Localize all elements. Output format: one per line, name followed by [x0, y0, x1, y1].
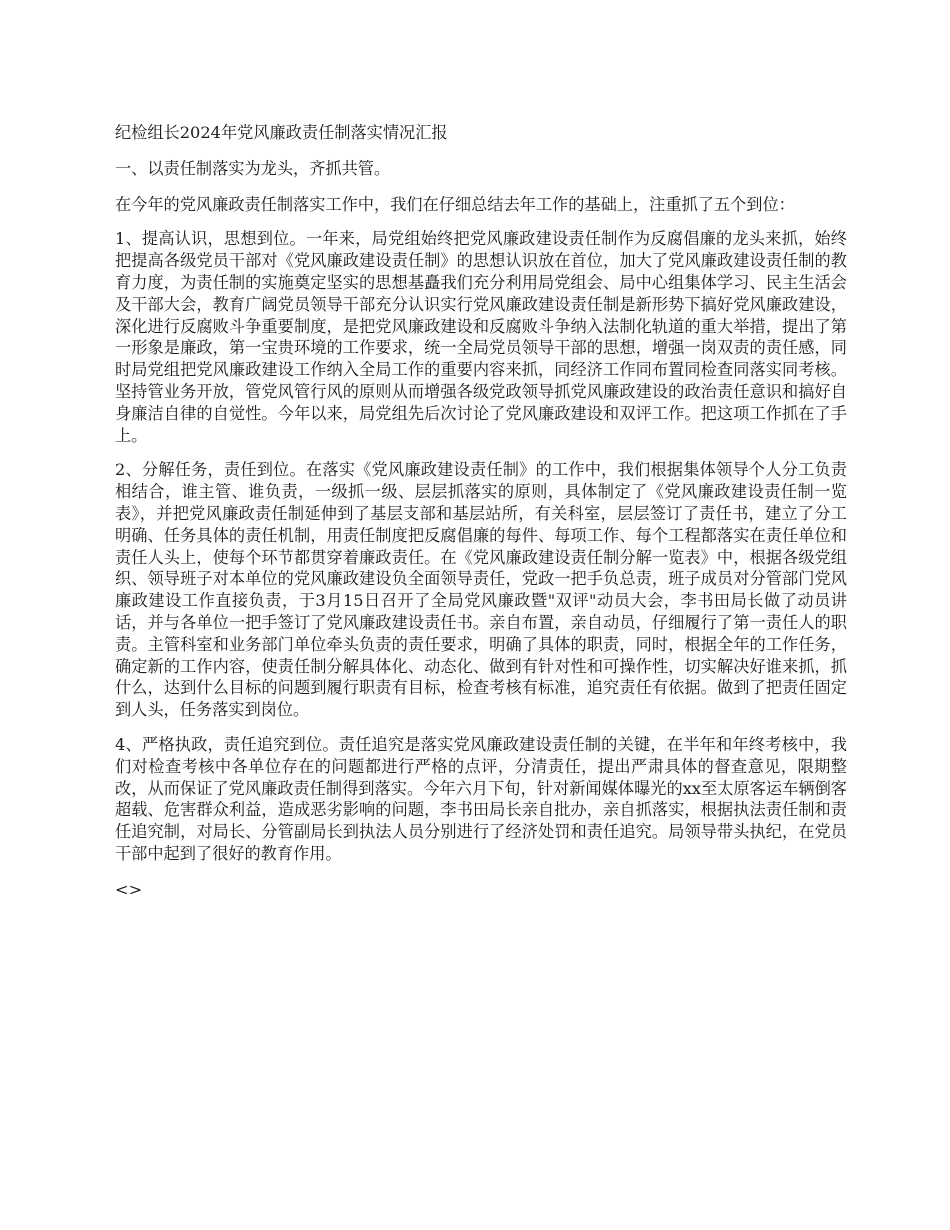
- body-paragraph-1: 1、提高认识，思想到位。一年来，局党组始终把党风廉政建设责任制作为反腐倡廉的龙头来抓，始终把提高各级党员干部对《党风廉政建设责任制》的思想认识放在首位，加大了党风廉政建设责任制的教育力度，为责任制的实施奠定坚实的思想基矗我们充分利用局党组会、局中心组集体学习、民主生活会及干部大会，教育广阔党员领导干部充分认识实行党风廉政建设责任制是新形势下搞好党风廉政建设，深化进行反腐败斗争重要制度，是把党风廉政建设和反腐败斗争纳入法制化轨道的重大举措，提出了第一形象是廉政，第一宝贵环境的工作要求，统一全局党员领导干部的思想，增强一岗双责的责任感，同时局党组把党风廉政建设工作纳入全局工作的重要内容来抓，同经济工作同布置同检查同落实同考核。坚持管业务开放，管党风管行风的原则从而增强各级党政领导抓党风廉政建设的政治责任意识和搞好自身廉洁自律的自觉性。今年以来，局党组先后次讨论了党风廉政建设和双评工作。把这项工作抓在了手上。: [115, 229, 847, 445]
- body-paragraph-4: 4、严格执政，责任追究到位。责任追究是落实党风廉政建设责任制的关键，在半年和年终考核中，我们对检查考核中各单位存在的问题都进行严格的点评，分清责任，提出严肃具体的督查意见，限期整改，从而保证了党风廉政责任制得到落实。今年六月下旬，针对新闻媒体曝光的xx至太原客运车辆倒客超载、危害群众利益，造成恶劣影响的问题，李书田局长亲自批办，亲自抓落实，根据执法责任制和责任追究制，对局长、分管副局长到执法人员分别进行了经济处罚和责任追究。局领导带头执纪，在党员干部中起到了很好的教育作用。: [115, 734, 847, 863]
- body-paragraph-2: 2、分解任务，责任到位。在落实《党风廉政建设责任制》的工作中，我们根据集体领导个人分工负责相结合，谁主管、谁负责，一级抓一级、层层抓落实的原则，具体制定了《党风廉政建设责任制一览表》，并把党风廉政责任制延伸到了基层支部和基层站所，有关科室，层层签订了责任书，建立了分工明确、任务具体的责任机制，用责任制度把反腐倡廉的每件、每项工作、每个工程都落实在责任单位和责任人头上，使每个环节都贯穿着廉政责任。在《党风廉政建设责任制分解一览表》中，根据各级党组织、领导班子对本单位的党风廉政建设负全面领导责任，党政一把手负总责，班子成员对分管部门党风廉政建设工作直接负责，于3月15日召开了全局党风廉政暨"双评"动员大会，李书田局长做了动员讲话，并与各单位一把手签订了党风廉政建设责任书。亲自布置，亲自动员，仔细履行了第一责任人的职责。主管科室和业务部门单位牵头负责的责任要求，明确了具体的职责，同时，根据全年的工作任务，确定新的工作内容，使责任制分解具体化、动态化、做到有针对性和可操作性，切实解决好谁来抓，抓什么，达到什么目标的问题到履行职责有目标，检查考核有标准，追究责任有依据。做到了把责任固定到人头，任务落实到岗位。: [115, 460, 847, 720]
- document-title: 纪检组长2024年党风廉政责任制落实情况汇报: [115, 123, 448, 142]
- intro-paragraph: 在今年的党风廉政责任制落实工作中，我们在仔细总结去年工作的基础上，注重抓了五个到位：: [115, 194, 795, 214]
- trailing-marker: <>: [115, 879, 143, 899]
- document-page: [115, 122, 847, 914]
- section-heading: 一、以责任制落实为龙头，齐抓共管。: [115, 158, 391, 178]
